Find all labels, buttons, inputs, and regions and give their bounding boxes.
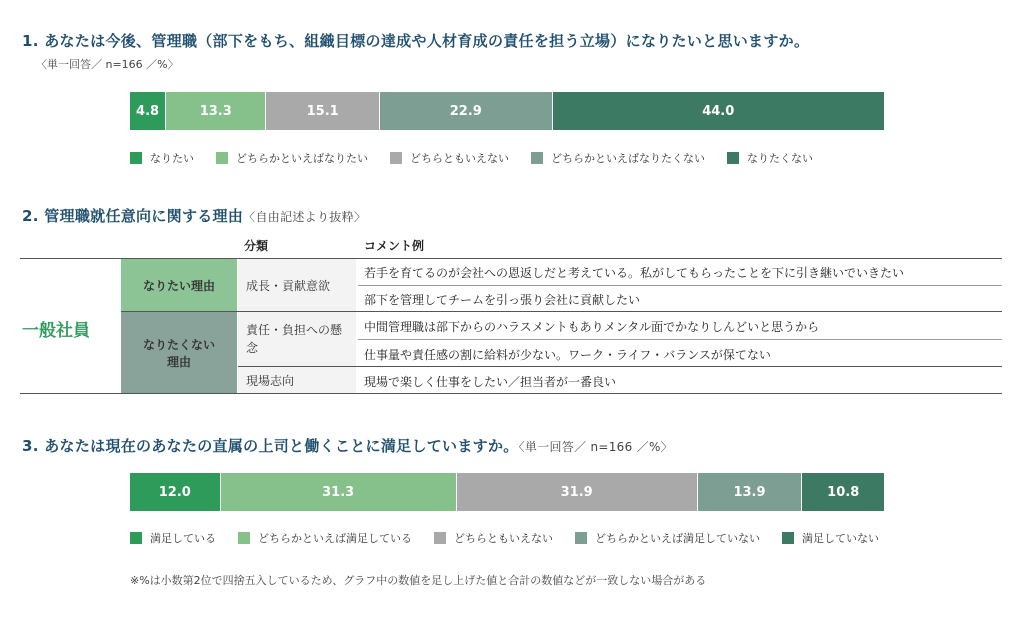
- q1-legend-label-5: なりたくない: [747, 152, 813, 165]
- comment-4: 仕事量や責任感の割に給料が少ない。ワーク・ライフ・バランスが保てない: [364, 348, 771, 362]
- category-burden: 責任・負担への懸念: [238, 312, 356, 366]
- row-divider: [358, 285, 1002, 286]
- q3-title: 3. あなたは現在のあなたの直属の上司と働くことに満足していますか。〈単一回答／ n=166 ／%〉: [22, 437, 673, 455]
- row-divider: [358, 339, 1002, 340]
- q1-legend-swatch-3: [390, 152, 402, 164]
- q1-title: 1. あなたは今後、管理職（部下をもち、組織目標の達成や人材育成の責任を担う立場）になりたいと思いますか。: [22, 32, 810, 50]
- q1-legend-item-3: [390, 150, 509, 166]
- q1-bar-segment-2: [166, 92, 266, 130]
- category-field: 現場志向: [238, 367, 356, 393]
- category-growth: 成長・貢献意欲: [238, 259, 356, 311]
- q1-legend-item-5: [727, 150, 813, 166]
- row-divider-major: [238, 366, 1002, 367]
- q2-title: 2. 管理職就任意向に関する理由〈自由記述より抜粋〉: [22, 207, 367, 225]
- q3-bar-segment-3: [457, 473, 698, 511]
- q3-legend-swatch-1: [130, 532, 142, 544]
- q1-data-label-1: 4.8: [136, 103, 160, 119]
- q1-legend: [130, 150, 835, 166]
- q3-data-label-1: 12.0: [158, 484, 191, 500]
- q3-stacked-bar: [130, 473, 884, 511]
- q1-legend-label-2: どちらかといえばなりたい: [236, 152, 368, 165]
- q3-legend-swatch-4: [575, 532, 587, 544]
- q3-bar-segment-1: [130, 473, 221, 511]
- q1-legend-swatch-4: [531, 152, 543, 164]
- comment-1: 若手を育てるのが会社への恩返しだと考えている。私がしてもらったことを下に引き継いでいきたい: [364, 266, 905, 280]
- header-comment: コメント例: [364, 239, 425, 253]
- q3-legend-item-4: [575, 530, 760, 546]
- q1-data-label-2: 13.3: [199, 103, 232, 119]
- q1-stacked-bar: [130, 92, 884, 130]
- q1-legend-swatch-1: [130, 152, 142, 164]
- q3-legend-swatch-2: [238, 532, 250, 544]
- q3-data-label-5: 10.8: [827, 484, 860, 500]
- q1-legend-swatch-2: [216, 152, 228, 164]
- q3-legend-label-4: どちらかといえば満足していない: [595, 532, 760, 545]
- q3-data-label-4: 13.9: [733, 484, 766, 500]
- q3-legend-label-3: どちらともいえない: [454, 532, 553, 545]
- q3-legend: [130, 530, 901, 546]
- subgroup-not-want: なりたくない理由: [121, 312, 237, 393]
- q3-subtitle: 〈単一回答／ n=166 ／%〉: [518, 440, 673, 454]
- q3-legend-label-1: 満足している: [150, 532, 216, 545]
- q3-bar-segment-5: [802, 473, 884, 511]
- comment-3: 中間管理職は部下からのハラスメントもありメンタル面でかなりしんどいと思うから: [364, 320, 820, 334]
- row-divider-major: [121, 311, 1002, 312]
- q3-legend-item-1: [130, 530, 216, 546]
- header-category: 分類: [244, 239, 269, 253]
- q1-bar-segment-5: [553, 92, 884, 130]
- q3-legend-item-3: [434, 530, 553, 546]
- q1-legend-swatch-5: [727, 152, 739, 164]
- q1-subtitle: 〈単一回答／ n=166 ／%〉: [36, 58, 179, 71]
- subgroup-want: なりたい理由: [121, 259, 237, 311]
- q1-legend-label-1: なりたい: [150, 152, 194, 165]
- q3-legend-label-5: 満足していない: [802, 532, 879, 545]
- q1-legend-item-2: [216, 150, 368, 166]
- q1-bar-segment-4: [380, 92, 552, 130]
- q1-data-label-4: 22.9: [449, 103, 482, 119]
- q1-bar-segment-3: [266, 92, 380, 130]
- q3-data-label-2: 31.3: [322, 484, 355, 500]
- q1-legend-item-4: [531, 150, 705, 166]
- q1-legend-item-1: [130, 150, 194, 166]
- q1-bar-segment-1: [130, 92, 166, 130]
- q1-data-label-5: 44.0: [702, 103, 735, 119]
- q3-legend-swatch-5: [782, 532, 794, 544]
- q3-bar-segment-4: [698, 473, 803, 511]
- q1-legend-label-3: どちらともいえない: [410, 152, 509, 165]
- q3-legend-item-2: [238, 530, 412, 546]
- comment-2: 部下を管理してチームを引っ張り会社に貢献したい: [364, 293, 641, 307]
- comment-5: 現場で楽しく仕事をしたい／担当者が一番良い: [364, 375, 617, 389]
- q1-legend-label-4: どちらかといえばなりたくない: [551, 152, 705, 165]
- q3-legend-item-5: [782, 530, 879, 546]
- q2-subtitle: 〈自由記述より抜粋〉: [243, 210, 367, 224]
- footnote: ※%は小数第2位で四捨五入しているため、グラフ中の数値を足し上げた値と合計の数値などが一致しない場合がある: [130, 574, 707, 587]
- q3-bar-segment-2: [221, 473, 457, 511]
- q3-legend-label-2: どちらかといえば満足している: [258, 532, 412, 545]
- q3-legend-swatch-3: [434, 532, 446, 544]
- group-label-general-staff: 一般社員: [22, 321, 90, 341]
- table-bottom-rule: [20, 393, 1002, 394]
- q3-data-label-3: 31.9: [560, 484, 593, 500]
- q1-data-label-3: 15.1: [306, 103, 339, 119]
